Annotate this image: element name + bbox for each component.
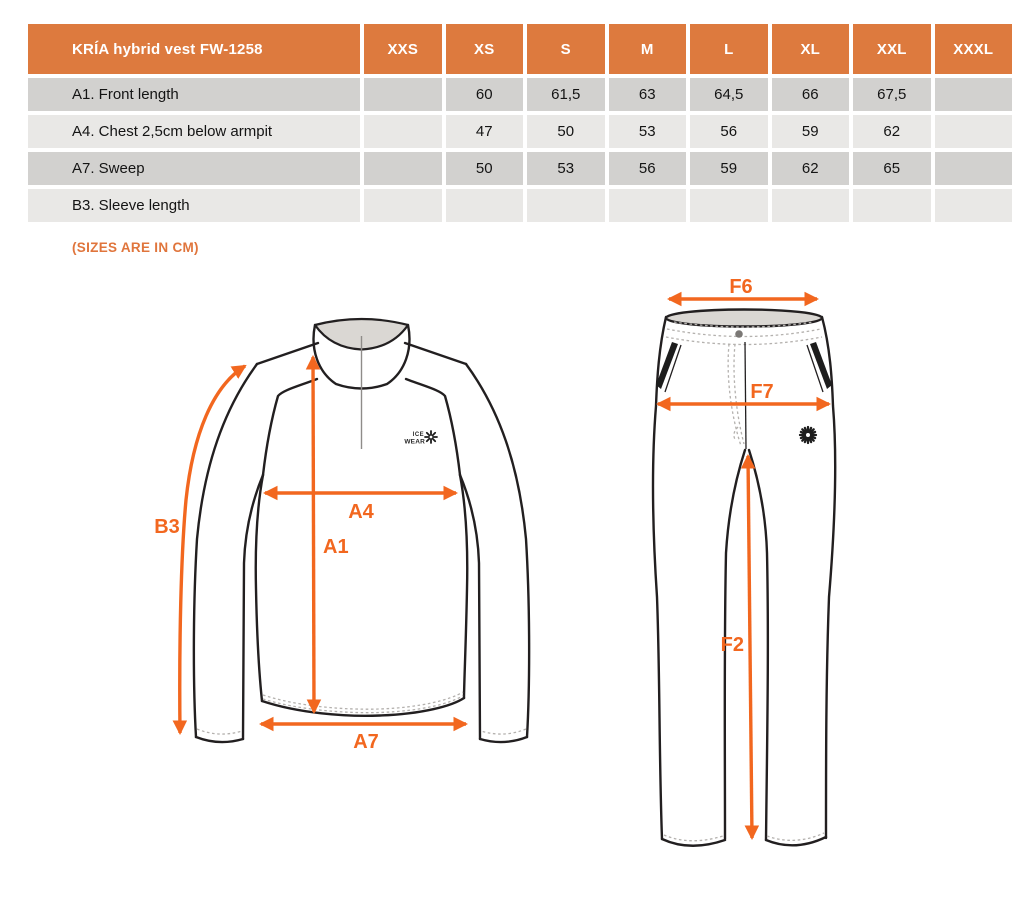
snowflake-icon: [800, 427, 816, 443]
shirt-left-sleeve-inner: [243, 475, 263, 739]
pants-diagram: [653, 276, 835, 846]
logo-text-line2: WEAR: [404, 438, 425, 446]
cell-value: [772, 189, 850, 222]
pants-button: [735, 330, 743, 338]
shirt-left-cuff-stitch: [197, 729, 242, 734]
cell-value: 62: [853, 115, 931, 148]
shirt-diagram: [154, 319, 529, 753]
measure-label-f2: F2: [720, 634, 744, 656]
cell-value: 62: [772, 152, 850, 185]
measure-arrow-f2: [748, 456, 752, 838]
row-label: A4. Chest 2,5cm below armpit: [28, 115, 360, 148]
measure-label-f6: F6: [729, 276, 753, 298]
pants-left-hem: [662, 839, 725, 846]
cell-value: 50: [446, 152, 524, 185]
cell-value: [935, 189, 1013, 222]
measurement-diagrams: [0, 267, 1034, 887]
pants-fly-stitch: [728, 344, 741, 446]
snowflake-icon: [425, 431, 437, 443]
size-table: [28, 24, 1012, 222]
shirt-left-raglan-seam: [263, 379, 317, 475]
cell-value: [935, 78, 1013, 111]
measure-label-a4: A4: [348, 501, 374, 523]
pants-fly-stitch: [734, 344, 744, 444]
cell-value: 63: [609, 78, 687, 111]
pants-left-hem-stitch: [664, 835, 723, 841]
pants-waistband-stitch: [666, 337, 822, 345]
cell-value: [690, 189, 768, 222]
size-col-header-m: M: [609, 24, 687, 74]
cell-value: 64,5: [690, 78, 768, 111]
shirt-body-right: [460, 475, 467, 698]
cell-value: 67,5: [853, 78, 931, 111]
cell-value: [364, 115, 442, 148]
shirt-right-raglan-seam: [406, 379, 460, 475]
cell-value: 60: [446, 78, 524, 111]
cell-value: [609, 189, 687, 222]
cell-value: [446, 189, 524, 222]
pants-right-outer-seam: [822, 317, 835, 838]
cell-value: 59: [772, 115, 850, 148]
cell-value: [364, 189, 442, 222]
size-col-header-xxxl: XXXL: [935, 24, 1013, 74]
cell-value: [527, 189, 605, 222]
measure-label-b3: B3: [154, 516, 180, 538]
pants-center-front-seam: [745, 342, 746, 449]
cell-value: [853, 189, 931, 222]
shirt-left-shoulder-seam: [257, 343, 318, 364]
size-col-header-s: S: [527, 24, 605, 74]
cell-value: [364, 152, 442, 185]
cell-value: 50: [527, 115, 605, 148]
cell-value: 56: [690, 115, 768, 148]
cell-value: 65: [853, 152, 931, 185]
pants-waistband-stitch: [667, 329, 821, 337]
shirt-right-sleeve-outer: [466, 364, 529, 737]
shirt-hem-stitch: [263, 692, 463, 709]
cell-value: [364, 78, 442, 111]
shirt-body-left: [256, 475, 263, 701]
size-col-header-xxl: XXL: [853, 24, 931, 74]
size-col-header-xs: XS: [446, 24, 524, 74]
cell-value: 59: [690, 152, 768, 185]
size-col-header-l: L: [690, 24, 768, 74]
cell-value: [935, 152, 1013, 185]
shirt-brand-logo: [404, 431, 437, 446]
shirt-right-cuff: [480, 737, 527, 742]
table-title: KRÍA hybrid vest FW-1258: [28, 24, 360, 74]
size-col-header-xl: XL: [772, 24, 850, 74]
row-label: B3. Sleeve length: [28, 189, 360, 222]
row-label: A1. Front length: [28, 78, 360, 111]
pants-right-hem: [766, 837, 826, 845]
row-label: A7. Sweep: [28, 152, 360, 185]
measure-label-a7: A7: [353, 731, 379, 753]
shirt-left-cuff: [196, 737, 243, 742]
cell-value: 66: [772, 78, 850, 111]
shirt-right-shoulder-seam: [405, 343, 466, 364]
measure-label-a1: A1: [323, 536, 349, 558]
pants-right-hem-stitch: [767, 833, 824, 840]
measure-arrow-a1: [313, 357, 314, 712]
measure-arrow-b3: [180, 366, 245, 733]
cell-value: [935, 115, 1013, 148]
cell-value: 53: [527, 152, 605, 185]
pants-left-outer-seam: [653, 317, 666, 839]
measure-label-f7: F7: [750, 381, 774, 403]
cell-value: 47: [446, 115, 524, 148]
logo-text-line1: ICE: [412, 432, 424, 438]
cell-value: 53: [609, 115, 687, 148]
sizes-note: (SIZES ARE IN CM): [72, 240, 199, 255]
cell-value: 61,5: [527, 78, 605, 111]
cell-value: 56: [609, 152, 687, 185]
pants-measurements: [658, 276, 829, 838]
shirt-right-cuff-stitch: [481, 729, 526, 734]
shirt-measurements: [154, 357, 466, 753]
size-col-header-xxs: XXS: [364, 24, 442, 74]
